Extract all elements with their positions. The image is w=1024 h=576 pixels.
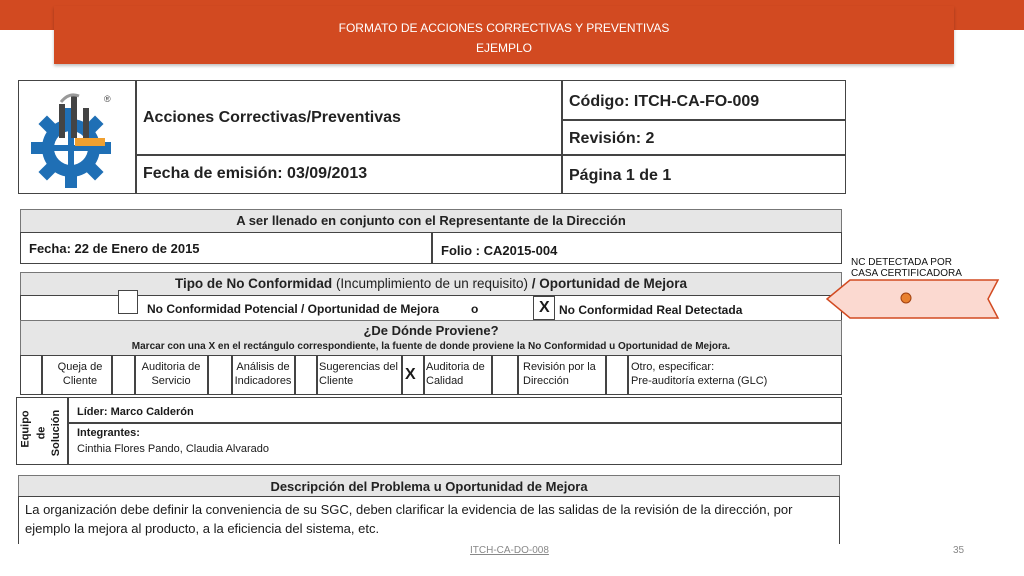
form-revision: Revisión: 2	[569, 130, 655, 147]
option-nc-potencial-label: No Conformidad Potencial / Oportunidad de Mejora	[147, 302, 440, 316]
banner-title: FORMATO DE ACCIONES CORRECTIVAS Y PREVENTIVAS	[338, 21, 670, 35]
source-sugerencias-l2: Cliente	[319, 375, 354, 387]
source-otro-l2: Pre-auditoría externa (GLC)	[631, 375, 768, 387]
checkbox-nc-real-mark: X	[539, 299, 550, 316]
integrantes-label: Integrantes:	[77, 427, 140, 439]
callout-arrow-icon	[826, 279, 1002, 319]
descripcion-line2: ejemplo la mejora al producto, a la eficiencia del sistema, etc.	[25, 521, 380, 536]
form-header	[18, 80, 846, 194]
source-analisis-indicadores	[233, 360, 293, 388]
equipo-side-l3: Solución	[50, 409, 63, 457]
source-calidad-l1: Auditoria de	[426, 361, 485, 373]
footer-code: ITCH-CA-DO-008	[470, 545, 549, 556]
nc-type-options	[20, 295, 842, 321]
checkbox-nc-potencial[interactable]	[118, 290, 138, 314]
source-analisis-l2: Indicadores	[234, 375, 292, 387]
source-revision-direccion	[523, 360, 603, 388]
callout-text	[851, 257, 962, 279]
source-auditoria-servicio	[137, 360, 205, 388]
nc-type-title	[20, 272, 842, 296]
lider-field: Líder: Marco Calderón	[77, 406, 194, 418]
form-fecha-emision: Fecha de emisión: 03/09/2013	[143, 165, 368, 182]
callout-line1: NC DETECTADA POR	[851, 257, 952, 268]
descripcion-body	[18, 496, 840, 544]
proviene-header	[20, 320, 842, 356]
source-otro	[631, 360, 831, 388]
source-sugerencias	[319, 360, 401, 388]
gear-logo-icon	[31, 86, 123, 188]
checkbox-nc-real[interactable]	[533, 296, 555, 320]
source-queja	[51, 360, 109, 388]
proviene-title: ¿De Dónde Proviene?	[363, 323, 499, 338]
source-queja-l1: Queja de	[57, 361, 103, 373]
title-banner	[54, 6, 954, 64]
descripcion-line1: La organización debe definir la conveniencia de su SGC, deben clarificar la evidencia de las salidas de la revisión de la dirección, por	[25, 502, 793, 517]
source-auditoria-servicio-l2: Servicio	[151, 375, 191, 387]
slide-number: 35	[953, 545, 965, 556]
source-otro-l1: Otro, especificar:	[631, 361, 715, 373]
equipo-section	[16, 397, 842, 465]
logo-registered-mark: ®	[104, 94, 111, 104]
source-calidad-mark[interactable]: X	[405, 366, 416, 383]
banner-subtitle: EJEMPLO	[475, 41, 532, 55]
source-analisis-l1: Análisis de	[236, 361, 290, 373]
integrantes-value: Cinthia Flores Pando, Claudia Alvarado	[77, 443, 270, 455]
proviene-sources-row	[20, 355, 842, 395]
source-calidad-l2: Calidad	[426, 375, 464, 387]
equipo-side-label	[19, 404, 65, 460]
nc-type-title-normal: (Incumplimiento de un requisito)	[332, 276, 532, 291]
descripcion-title: Descripción del Problema u Oportunidad de Mejora	[18, 475, 840, 497]
section1-title: A ser llenado en conjunto con el Representante de la Dirección	[20, 209, 842, 233]
option-nc-real-label: No Conformidad Real Detectada	[559, 303, 743, 317]
form-title: Acciones Correctivas/Preventivas	[143, 109, 401, 126]
source-sugerencias-l1: Sugerencias del	[319, 361, 398, 373]
form-pagina: Página 1 de 1	[569, 167, 672, 184]
nc-type-title-bold2: / Oportunidad de Mejora	[531, 276, 688, 291]
proviene-instructions: Marcar con una X en el rectángulo correspondiente, la fuente de donde proviene la No Conformidad u Oportunidad de Mejora.	[131, 341, 731, 352]
nc-type-title-bold1: Tipo de No Conformidad	[174, 276, 333, 291]
form-codigo: Código: ITCH-CA-FO-009	[569, 93, 760, 110]
equipo-side-l1: Equipo	[19, 410, 32, 448]
folio-field: Folio : CA2015-004	[441, 243, 558, 258]
equipo-side-l2: de	[35, 426, 48, 440]
callout-line2: CASA CERTIFICADORA	[851, 268, 962, 279]
source-revision-l2: Dirección	[523, 375, 569, 387]
source-queja-l2: Cliente	[62, 375, 98, 387]
source-auditoria-calidad	[426, 360, 490, 388]
source-auditoria-servicio-l1: Auditoria de	[141, 361, 201, 373]
fecha-folio-row	[20, 232, 842, 264]
source-revision-l1: Revisión por la	[523, 361, 596, 373]
option-separator: o	[471, 302, 479, 316]
fecha-field: Fecha: 22 de Enero de 2015	[29, 241, 200, 256]
